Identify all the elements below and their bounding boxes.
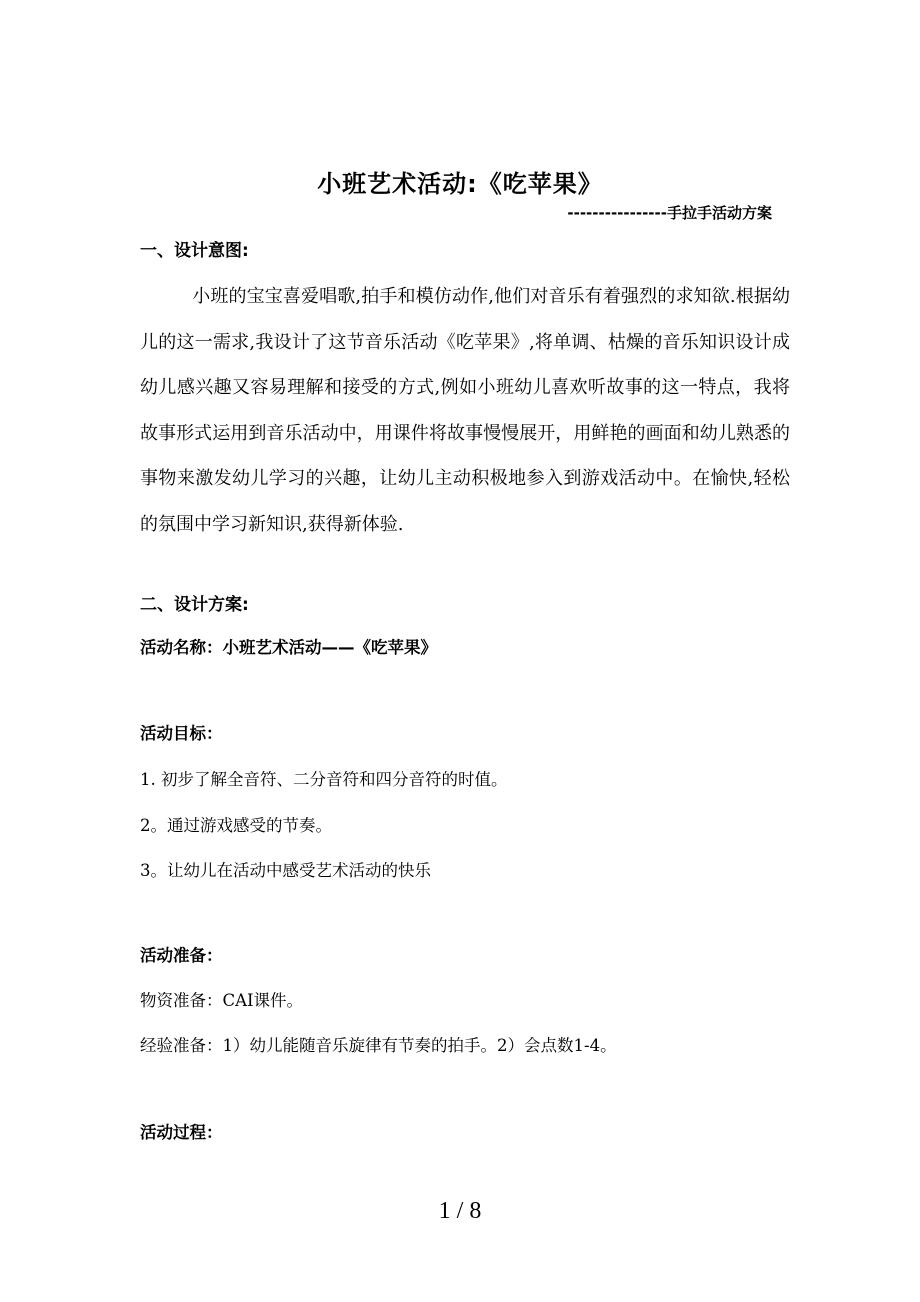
prep-experience: 经验准备：1）幼儿能随音乐旋律有节奏的拍手。2）会点数1-4。: [140, 1036, 617, 1055]
prep-material: 物资准备：CAI课件。: [140, 991, 304, 1010]
section2-heading: 二、设计方案:: [140, 595, 249, 615]
goal-item-3: 3。让幼儿在活动中感受艺术活动的快乐: [140, 861, 431, 880]
goal-item-2: 2。通过游戏感受的节奏。: [140, 816, 332, 835]
activity-name: 活动名称：小班艺术活动——《吃苹果》: [140, 638, 437, 657]
process-heading: 活动过程：: [140, 1123, 223, 1142]
design-intent-paragraph: 小班的宝宝喜爱唱歌,拍手和模仿动作,他们对音乐有着强烈的求知欲.根据幼儿的这一需求,我设计了这节音乐活动《吃苹果》,将单调、枯燥的音乐知识设计成幼儿感兴趣又容易理解和接受的方式,例如小班幼儿喜欢听故事的这一特点，我将故事形式运用到音乐活动中，用课件将故事慢慢展开，用鲜艳的画面和幼儿熟悉的事物来激发幼儿学习的兴趣，让幼儿主动积极地参入到游戏活动中。在愉快,轻松的氛围中学习新知识,获得新体验.: [140, 286, 790, 535]
document-title: 小班艺术活动:《吃苹果》: [317, 170, 603, 198]
goals-heading: 活动目标：: [140, 724, 223, 743]
prep-heading: 活动准备：: [140, 946, 223, 965]
goal-item-1: 1. 初步了解全音符、二分音符和四分音符的时值。: [140, 770, 508, 789]
section1-heading: 一、设计意图:: [140, 241, 249, 261]
page-number: 1 / 8: [438, 1198, 482, 1224]
document-subtitle: ----------------手拉手活动方案: [567, 204, 772, 222]
